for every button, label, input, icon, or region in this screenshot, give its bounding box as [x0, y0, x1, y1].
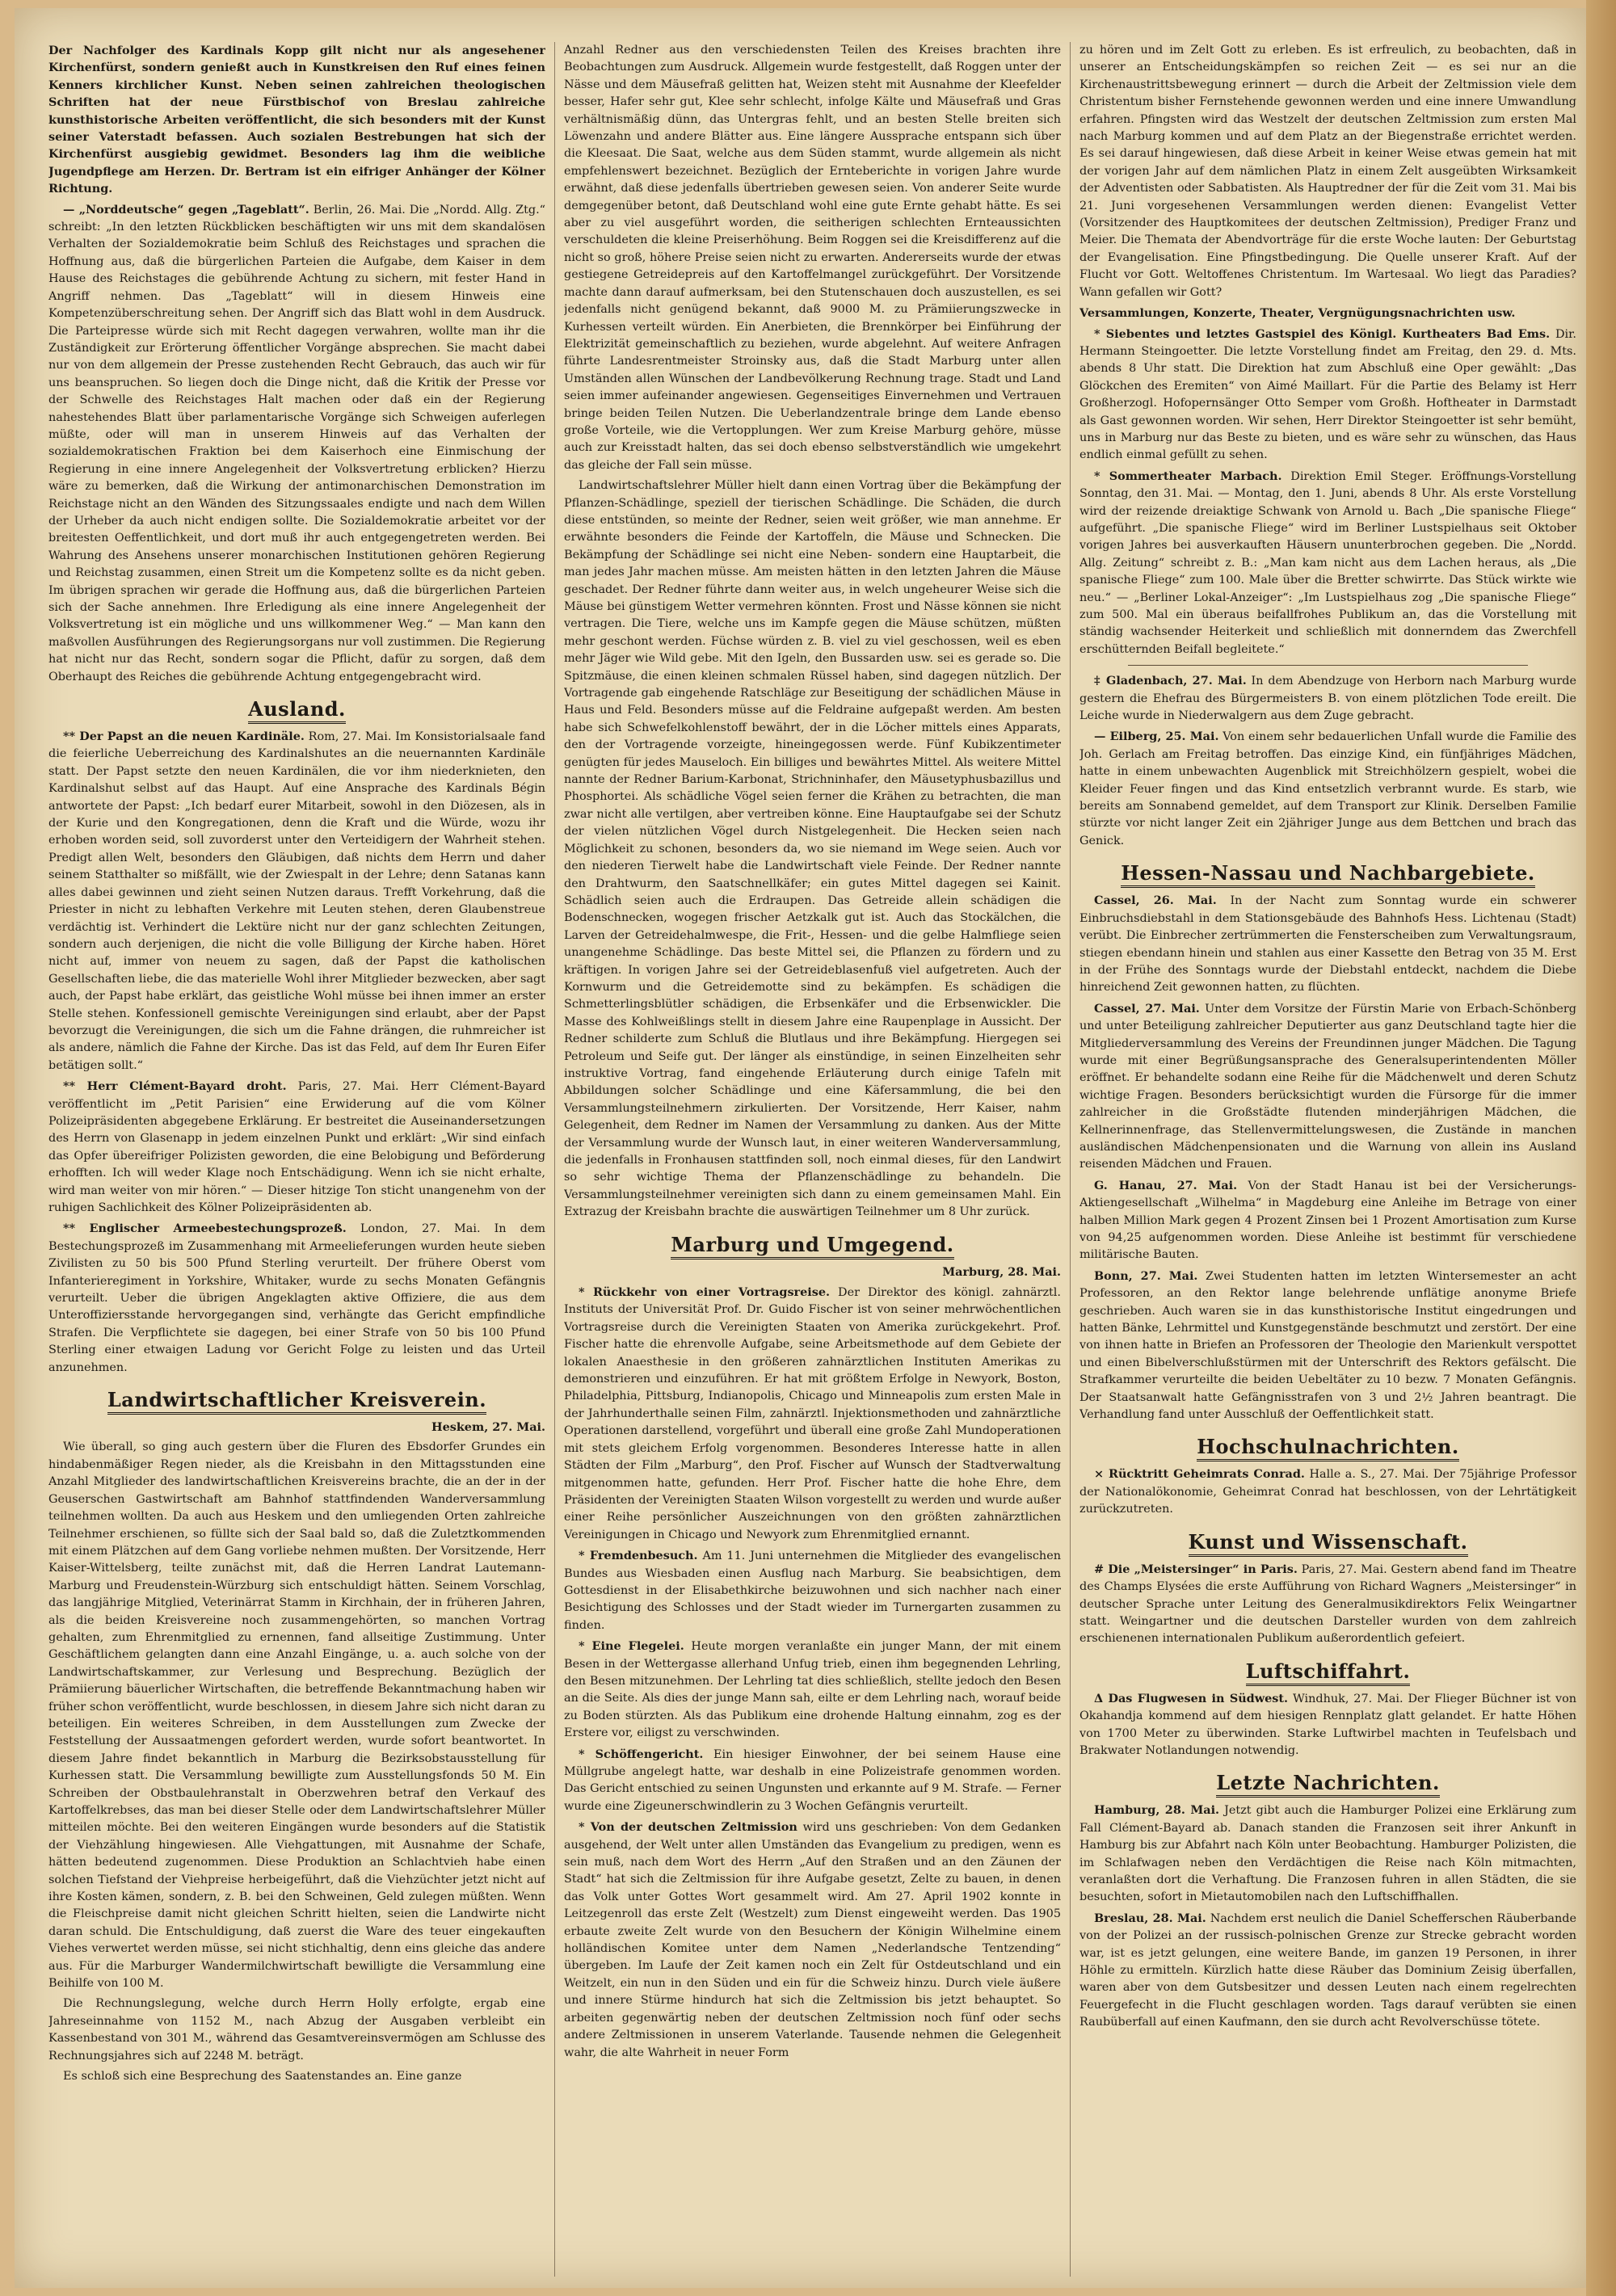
article-body: Windhuk, 27. Mai. Der Flieger Büchner ist von Okahandja kommend auf dem hiesigen Rennplatz glatt gelandet. Er hatte Höhen von 1700 Meter zu überwinden. Starke Luftwirbel machten in Teufelsbach und Brakwater Notlandungen notwendig.: [1079, 1692, 1576, 1757]
section-heading-luftschiffahrt: Luftschiffahrt.: [1079, 1659, 1576, 1684]
article-lead: Cassel, 27. Mai.: [1094, 1001, 1200, 1016]
article-lead: * Rückkehr von einer Vortragsreise.: [579, 1285, 831, 1300]
article-paragraph: [48, 201, 545, 686]
article-body: wird uns geschrieben: Von dem Gedanken ausgehend, der Welt unter allen Umständen das Evangelium zu predigen, wenn es sein muß, nach dem Wort des Herrn „Auf den Straßen und an den Zäunen der Stadt“ hat sich die Zeltmission für ihre Aufgabe gesetzt, Zelte zu bauen, in denen das Volk unter Gottes Wort gesammelt wird. Am 27. April 1902 konnte in Leitzegenroll das erste Zelt (Westzelt) zum Dienst eingeweiht werden. Das 1905 erbaute zweite Zelt wurde von den Besuchern der Königin Wilhelmine einem holländischen Komitee unter dem Namen „Nederlandsche Tentzending“ übergeben. Im Laufe der Zeit kamen noch ein Zelt für Ostdeutschland und ein Weitzelt, ein nun in den Süden und ein für die Schweiz hinzu. Durch viele äußere und innere Stürme hindurch hat sich die Zeltmission bis jetzt behauptet. So arbeiten gegenwärtig neben der deutschen Zeltmission noch fünf oder sechs andere Zeltmissionen in unserem Vaterlande. Tausende nehmen die Gelegenheit wahr, die alte Wahrheit in neuer Form: [564, 1821, 1061, 2059]
article-body: In dem Abendzuge von Herborn nach Marburg wurde gestern die Ehefrau des Bürgermeisters B. von einem plötzlichen Tode ereilt. Die Leiche wurde in Niederwalgern aus dem Zuge gebracht.: [1079, 675, 1576, 723]
article-paragraph: [48, 1220, 545, 1377]
article-body: Jetzt gibt auch die Hamburger Polizei eine Erklärung zum Fall Clément-Bayard ab. Danach standen die Franzosen seit ihrer Ankunft in Hamburg bis zur Abfahrt nach Köln unter Beobachtung. Hamburger Polizisten, die im Schlafwagen neben den Verdächtigen die Reise nach Köln mitmachten, veranlaßten dort die Verhaftung. Die Franzosen fuhren in allen Städten, die sie besuchten, sofort in Mietautomobilen nach den Luftschiffhallen.: [1079, 1804, 1576, 1904]
article-lead: * Eine Flegelei.: [579, 1639, 684, 1654]
section-heading-hochschul: Hochschulnachrichten.: [1079, 1435, 1576, 1459]
section-heading-letzte: Letzte Nachrichten.: [1079, 1771, 1576, 1795]
article-body: Dir. Hermann Steingoetter. Die letzte Vorstellung findet am Freitag, den 29. d. Mts. abends 8 Uhr statt. Die Direktion hat zum Abschluß eine Oper gewählt: „Das Glöckchen des Eremiten“ von Aimé Maillart. Für die Partie des Belamy ist Herr Großherzogl. Hofopernsänger Otto Semper vom Großh. Hoftheater in Darmstadt als Gast gewonnen worden. Wir sehen, Herr Direktor Steingoetter ist sehr bemüht, uns in Marburg nur das Beste zu bieten, und es wäre sehr zu wünschen, das Haus endlich einmal gefüllt zu sehen.: [1079, 327, 1576, 462]
article-body: Rom, 27. Mai. Im Konsistorialsaale fand die feierliche Ueberreichung des Kardinalshutes an die neuernannten Kardinäle statt. Der Papst setzte den neuen Kardinälen, die vor ihm niederknieten, den Kardinalshut selbst auf das Haupt. Auf eine Ansprache des Kardinals Bégin antwortete der Papst: „Ich bedarf eurer Mitarbeit, sowohl in den Diözesen, als in der Kurie und den Kongregationen, denn die Kraft und die Würde, wozu ihr erhoben worden seid, soll zuvorderst unter den Verteidigern der Wahrheit stehen. Predigt allen Welt, besonders den Gläubigen, daß nichts dem Herrn und daher seinem Statthalter so mißfällt, wie der Zwiespalt in der Lehre; denn Satanas kann alles dabei gewinnen und zieht seinen Nutzen daraus. Trefft Vorkehrung, daß die Priester in nicht zu lebhaften Verkehre mit Leuten stehen, deren Glaubenstreue verdächtig ist. Verhindert die Lektüre nicht nur der ganz schlechten Zeitungen, sondern auch derjenigen, die nicht die volle Billigung der Kirche haben. Höret nicht auf, immer von neuem zu sagen, daß der Papst die katholischen Gesellschaften liebe, die das materielle Wohl ihrer Mitglieder bezwecken, aber sagt auch, der Papst habe erklärt, das geistliche Wohl müsse bei ihnen immer an erster Stelle stehen. Konfessionell gemischte Vereinigungen sind erlaubt, aber der Papst bevorzugt die Vereinigungen, die sich um die Fahne drängen, die ruhmreicher ist als andere, nämlich die Fahne der Kirche. Das ist das Feld, auf dem Ihr Euren Eifer betätigen sollt.“: [48, 730, 545, 1072]
article-paragraph: Der Nachfolger des Kardinals Kopp gilt nicht nur als angesehener Kirchenfürst, sondern genießt auch in Kunstkreisen den Ruf eines feinen Kenners kirchlicher Kunst. Neben seinen zahlreichen theologischen Schriften hat der neue Fürstbischof von Breslau zahlreiche kunsthistorische Arbeiten veröffentlicht, die sich besonders mit der Kunst seiner Vaterstadt befassen. Auch sozialen Bestrebungen hat sich der Kirchenfürst ausgiebig gewidmet. Besonders lag ihm die weibliche Jugendpflege am Herzen. Dr. Bertram ist ein eifriger Anhänger der Kölner Richtung.: [48, 44, 545, 196]
section-heading-kreisverein: Landwirtschaftlicher Kreisverein.: [48, 1388, 545, 1412]
article-body: London, 27. Mai. In dem Bestechungsprozeß im Zusammenhang mit Armeelieferungen wurden heute sieben Zivilisten zu 50 bis 500 Pfund Sterling verurteilt. Der frühere Oberst vom Infanterieregiment in Yorkshire, Whitaker, wurde zu sechs Monaten Gefängnis verurteilt. Ueber die übrigen Angeklagten aktive Offiziere, die aus dem Unteroffiziersstande hervorgegangen sind, verhängte das Gericht empfindliche Strafen. Die Verpflichtete sie dagegen, bei einer Strafe von 50 bis 100 Pfund Sterling einer etwaigen Ladung vor Gericht Folge zu leisten und das Urteil anzunehmen.: [48, 1222, 545, 1374]
column-2: [564, 42, 1061, 2277]
article-lead: Δ Das Flugwesen in Südwest.: [1094, 1691, 1289, 1705]
article-lead: ** Englischer Armeebestechungsprozeß.: [63, 1222, 347, 1236]
article-lead: — Eilberg, 25. Mai.: [1094, 730, 1219, 744]
article-paragraph: [1079, 326, 1576, 465]
article-body: Direktion Emil Steger. Eröffnungs-Vorstellung Sonntag, den 31. Mai. — Montag, den 1. Juni, abends 8 Uhr. Als erste Vorstellung wird der reizende dreiaktige Schwank von Arnold u. Bach „Die spanische Fliege“ aufgeführt. „Die spanische Fliege“ wird im Berliner Lustspielhaus seit Oktober vorigen Jahres bei ausverkauften Häusern ununterbrochen gegeben. Die „Nordd. Allg. Zeitung“ schreibt z. B.: „Man kam nicht aus dem Lachen heraus, als „Die spanische Fliege“ zum 100. Male über die Bretter schwirrte. Das Stück wirkte wie neu.“ — „Berliner Lokal-Anzeiger“: „Im Lustspielhaus zog „Die spanische Fliege“ zum 500. Mal ein überaus beifallfrohes Publikum an, das die Vorstellung mit ständig wachsender Heiterkeit und schließlich mit donnerndem das Zwerchfell erschütternden Beifall begleitete.“: [1079, 469, 1576, 656]
page-edge: [1586, 0, 1616, 2296]
article-body: Unter dem Vorsitze der Fürstin Marie von Erbach-Schönberg und unter Beteiligung zahlreicher Deputierter aus ganz Deutschland tagte hier die Mitgliederversammlung des Vereins der Freundinnen junger Mädchen. Die Tagung wurde mit einer Begrüßungsansprache des Generalsuperintendenten Möller eröffnet. Er behandelte sodann eine Reihe für die Mädchenwelt und deren Schutz wichtige Fragen. Besonders berücksichtigt wurden die Fürsorge für die immer zahlreicher in die Großstädte flutenden minderjährigen Mädchen, die Kellnerinnenfrage, das Stellenvermittelungswesen, die Zustände in manchen ausländischen Mädchenpensionaten und die Warnung von allein ins Ausland reisenden Mädchen und Frauen.: [1079, 1002, 1576, 1171]
article-paragraph: [1079, 672, 1576, 725]
article-body: In der Nacht zum Sonntag wurde ein schwerer Einbruchsdiebstahl in dem Stationsgebäude des Bahnhofs Hess. Lichtenau (Stadt) verübt. Die Einbrecher zertrümmerten die Fensterscheiben zum Verwaltungsraum, stiegen ebendann hinein und stahlen aus einer Kassette den Betrag von 35 M. Erst in der Frühe des Sonntags wurde der Diebstahl entdeckt, nachdem die Diebe hinreichend Zeit gewonnen hatten, zu flüchten.: [1079, 894, 1576, 995]
article-lead: ** Herr Clément-Bayard droht.: [63, 1079, 287, 1094]
article-paragraph: Es schloß sich eine Besprechung des Saatenstandes an. Eine ganze: [63, 2070, 462, 2084]
article-body: Paris, 27. Mai. Gestern abend fand im Theatre des Champs Elysées die erste Aufführung von Richard Wagners „Meistersinger“ in deutscher Sprache unter Leitung des Generalmusikdirektors Felix Weingartner statt. Weingartner und die deutschen Darsteller wurden von dem zahlreich erschienenen internationalen Publikum außerordentlich gefeiert.: [1079, 1562, 1576, 1646]
article-paragraph: [564, 1284, 1061, 1544]
article-paragraph: [1079, 468, 1576, 658]
section-heading-marburg: Marburg und Umgegend.: [564, 1233, 1061, 1257]
article-paragraph: [564, 1819, 1061, 2062]
article-body: Ein hiesiger Einwohner, der bei seinem Hause eine Müllgrube angelegt hatte, war deshalb in eine Polizeistrafe genommen worden. Das Gericht entschied zu seinen Ungunsten und erkannte auf 9 M. Strafe. — Ferner wurde eine Zigeunerschwindlerin zu 3 Wochen Gefängnis verurteilt.: [564, 1747, 1061, 1813]
dateline: Marburg, 28. Mai.: [942, 1264, 1061, 1279]
article-paragraph: Anzahl Redner aus den verschiedensten Teilen des Kreises brachten ihre Beobachtungen zum Ausdruck. Allgemein wurde festgestellt, daß Roggen unter der Nässe und dem Mäusefraß gelitten hat, Weizen steht mit Ausnahme der Kleefelder besser, Hafer sehr gut, Klee sehr schlecht, infolge Kälte und Mäusefraß und Gras verhältnismäßig dünn, das Untergras fehlt, und an besten Stelle breiten sich Löwenzahn und andere Blätter aus. Eine längere Aussprache entspann sich über die Kleesaat. Die Saat, welche aus dem Süden stammt, wurde allgemein als nicht empfehlenswert bezeichnet. Bezüglich der Ernteberichte in vorigen Jahre wurde erwähnt, daß diese jedenfalls übertrieben gewesen seien. Von anderer Seite wurde demgegenüber betont, daß Deutschland wohl eine gute Ernte gehabt hätte. Es sei aber zu viel ausgeführt worden, die seitherigen schlechten Ernteaussichten verschuldeten die kleine Preiserhöhung. Beim Roggen sei die Kreisdifferenz auf die nicht so groß, höhere Preise seien nicht zu erwarten. Andererseits wurde der etwas gestiegene Getreidepreis auf den Kartoffelmangel zurückgeführt. Der Vorsitzende machte dann darauf aufmerksam, bei den Stutenschauen doch auszustellen, es sei jedenfalls nicht genügend bekannt, daß 9000 M. zu Prämiierungszwecke in Kurhessen verteilt würden. Ein Anerbieten, die Brennkörper bei Einführung der Elektrizität gemeinschaftlich zu beziehen, wurde abgelehnt. Auf weitere Anfragen führte Landesrentmeister Stroinsky aus, daß die Stadt Marburg unter allen Umständen allen Wünschen der Landbevölkerung Rechnung trage. Stadt und Land seien immer aufeinander angewiesen. Gegenseitiges Einvernehmen und Vertrauen bringe beiden Teilen Nutzen. Die Ueberlandzentrale bringe dem Lande ebenso große Vorteile, wie die Vertopplungen. Wer zum Kreise Marburg gehöre, müsse auch zur Kreisstadt halten, das sei doch ebenso selbstverständlich wie umgekehrt das gleiche der Fall sein müsse.: [564, 44, 1061, 472]
article-lead: # Die „Meistersinger“ in Paris.: [1094, 1562, 1298, 1576]
article-paragraph: [48, 728, 545, 1074]
column-rule: [1070, 42, 1071, 2277]
article-paragraph: [1079, 892, 1576, 996]
article-lead: Bonn, 27. Mai.: [1094, 1268, 1198, 1283]
article-body: Paris, 27. Mai. Herr Clément-Bayard veröffentlicht im „Petit Parisien“ eine Erwiderung auf die vom Kölner Polizeipräsidenten abgegebene Erklärung. Er bestreitet die Auseinandersetzungen des Herrn von Glasenapp in jedem einzelnen Punkt und erklärt: „Wir sind einfach das Opfer übereifriger Polizisten geworden, die eine Belobigung und Beförderung erhofften. Ich will weder Klage noch Entschädigung. Wenn ich sie nicht erhalte, wird man weiter von mir hören.“ — Dieser hitzige Ton sticht unangenehm von der ruhigen Sachlichkeit des Kölner Polizeipräsidenten ab.: [48, 1080, 545, 1214]
dateline: Heskem, 27. Mai.: [431, 1420, 545, 1435]
separator: [1128, 665, 1528, 666]
article-paragraph: Wie überall, so ging auch gestern über die Fluren des Ebsdorfer Grundes ein hindabenmäßiger Regen nieder, als die Kreisbahn in den Mittagsstunden eine Anzahl Mitglieder des landwirtschaftlichen Kreisvereins brachte, die an der in der Geuserschen Gastwirtschaft am Bahnhof stattfindenden Wanderversammlung teilnehmen wollten. Da auch aus Heskem und den umliegenden Orten zahlreiche Teilnehmer erschienen, so füllte sich der Saal bald so, daß die Zuletztkommenden mit einem Plätzchen auf dem Gang vorliebe nehmen mußten. Der Vorsitzende, Herr Kaiser-Wittelsberg, teilte zunächst mit, daß die Herren Landrat Lautemann-Marburg und Freudenstein-Würzburg sich entschuldigt hätten. Seinem Vorschlag, das langjährige Mitglied, Veterinärrat Stamm in Kirchhain, der in früheren Jahren, als die beiden Kreisvereine noch zusammengehörten, so manchen Vortrag gehalten, zum Ehrenmitglied zu ernennen, fand allseitige Zustimmung. Unter Geschäftlichem gelangten dann eine Anzahl Eingänge, u. a. auch solche von der Landwirtschaftskammer, zur Verlesung und Besprechung. Bezüglich der Prämiierung bäuerlicher Wirtschaften, die betreffende Bekanntmachung haben wir früher schon veröffentlicht, wurde beschlossen, in diesem Jahre sich nicht daran zu beteiligen. Ein weiteres Schreiben, in dem Ausstellungen zum Zwecke der Feststellung der Aussaatmengen gefordert werden, wurde sofort beantwortet. In diesem Jahre findet bekanntlich in Marburg die Bezirksobstausstellung für Kurhessen statt. Die Versammlung bewilligte zum Ausstellungsfonds 50 M. Ein Schreiben der Obstbaulehranstalt in Oberzwehren betraf den Verkauf des Kartoffelkrebses, das man bei dieser Stelle oder dem Landwirtschaftslehrer Müller mitteilen möchte. Bei den weiteren Eingängen wurde besonders auf die Statistik der Viehzählung hingewiesen. Alle Viehgattungen, mit Ausnahme der Schafe, hätten bedeutend zugenommen. Diese Produktion an Schlachtvieh habe einen solchen Tiefstand der Viehpreise herbeigeführt, daß die Viehzüchter jetzt nicht auf ihre Kosten kämen, sondern, z. B. bei den Schweinen, Geld zulegen müßten. Wenn die Fleischpreise damit nicht gleichen Schritt hielten, seien die Landwirte nicht daran schuld. Die Entschuldigung, daß zuerst die Ware des teuer eingekauften Viehes verwertet werden müsse, sei nicht stichhaltig, denn eins gleiche das andere aus. Für die Marburger Wandermilchwirtschaft bewilligte die Versammlung eine Beihilfe von 100 M.: [48, 1440, 545, 1991]
article-lead: * Schöffengericht.: [579, 1747, 704, 1761]
article-lead: ** Der Papst an die neuen Kardinäle.: [63, 730, 305, 744]
article-paragraph: zu hören und im Zelt Gott zu erleben. Es ist erfreulich, zu beobachten, daß in unserer an Entscheidungskämpfen so reichen Zeit — es sei nur an die Kirchenaustrittsbewegung erinnert — durch die Arbeit der Zeltmission viele dem Christentum bisher Fernstehende gewonnen werden und eine innere Umwandlung erfahren. Pfingsten wird das Westzelt der deutschen Zeltmission zum ersten Mal nach Marburg kommen und auf dem Platz an der Biegenstraße errichtet werden. Es sei darauf hingewiesen, daß diese Arbeit in keiner Weise etwas gemein hat mit der vorigen Jahr auf dem nämlichen Platz in einem Zelt ausgeübten Wirksamkeit der Adventisten oder Sabbatisten. Als Hauptredner der für die Zeit vom 31. Mai bis 21. Juni vorgesehenen Versammlungen werden dienen: Evangelist Vetter (Vorsitzender des Hauptkomitees der deutschen Zeltmission), Prediger Franz und Meier. Die Themata der Abendvorträge für die erste Woche lauten: Der Geburtstag der Evangelisation. Eine Pfingstbedingung. Die Quelle unserer Kraft. Auf der Flucht vor Gott. Weltoffenes Christentum. Im Wartesaal. Wo liegt das Paradies? Wann gefallen wir Gott?: [1079, 44, 1576, 299]
article-lead: * Von der deutschen Zeltmission: [579, 1820, 797, 1835]
section-heading-ausland: Ausland.: [48, 697, 545, 721]
article-lead: G. Hanau, 27. Mai.: [1094, 1178, 1238, 1192]
article-lead: ‡ Gladenbach, 27. Mai.: [1094, 674, 1247, 688]
article-body: Berlin, 26. Mai. Die „Nordd. Allg. Ztg.“ schreibt: „In den letzten Rückblicken beschäftigten wir uns mit dem skandalösen Verhalten der Sozialdemokratie beim Schluß des Reichstages und sprachen die Hoffnung aus, daß die bürgerlichen Parteien die Aufgabe, dem Kaiser in dem Hause des Reichstages die gebührende Achtung zu sichern, mit fester Hand in Angriff nehmen. Das „Tageblatt“ will in diesem Hinweis eine Kompetenzüberschreitung sehen. Der Angriff sich das Blatt wohl in dem Ausdruck. Die Parteipresse würde sich mit Recht dagegen verwahren, wollte man ihr die Zuständigkeit zur Erörterung öffentlicher Vorgänge absprechen. Sie macht dabei nur von dem allgemein der Presse zustehenden Recht Gebrauch, das auch wir für uns beanspruchen. So liegen doch die Dinge nicht, daß die Kritik der Presse vor der Schwelle des Reichstages Halt machen oder daß ein der Regierung nahestehendes Blatt über parlamentarische Vorgänge sich Schweigen auferlegen müßte, oder will man in unserem Hinweis auf das Verhalten der sozialdemokratischen Fraktion bei dem Kaiserhoch eine Einmischung der Regierung in eine innere Angelegenheit der Volksvertretung erblicken? Hierzu wäre zu bemerken, daß die Wirkung der antimonarchischen Demonstration im Reichstage nicht an den Wänden des Sitzungssaales endigte und nach dem Willen der Urheber da auch nicht endigen sollte. Die Sozialdemokratie arbeitet vor der breitesten Oeffentlichkeit, und dort muß ihr auch entgegengetreten werden. Bei Wahrung des Ansehens unserer monarchischen Institutionen gehören Regierung und Reichstag zusammen, einen Streit um die Kompetenz sollte es da nicht geben. Im übrigen sprachen wir gerade die Hoffnung aus, daß die bürgerlichen Parteien sich der Sache annehmen. Ihre Erledigung als eine innere Angelegenheit der Volksvertretung ist ein mögliche und uns willkommener Weg.“ — Man kann den maßvollen Ausführungen des Regierungsorgans nur voll zustimmen. Die Regierung hat nicht nur das Recht, sondern sogar die Pflicht, dafür zu sorgen, daß dem Oberhaupt des Reiches die gebührende Achtung entgegengebracht wird.: [48, 203, 545, 683]
section-heading-kunst: Kunst und Wissenschaft.: [1079, 1530, 1576, 1554]
section-subheading: Versammlungen, Konzerte, Theater, Vergnügungsnachrichten usw.: [1079, 306, 1516, 321]
newspaper-page: [15, 8, 1586, 2288]
article-lead: * Siebentes und letztes Gastspiel des Königl. Kurtheaters Bad Ems.: [1094, 326, 1551, 341]
article-paragraph: [1079, 1177, 1576, 1264]
article-body: Am 11. Juni unternehmen die Mitglieder des evangelischen Bundes aus Wiesbaden einen Ausflug nach Marburg. Sie beabsichtigen, dem Gottesdienst in der Elisabethkirche beizuwohnen und sich nachher nach einer Besichtigung des Schlosses und der Stadt wieder im Turnergarten zusammen zu finden.: [564, 1550, 1061, 1632]
article-lead: Hamburg, 28. Mai.: [1094, 1803, 1220, 1818]
article-paragraph: [48, 1078, 545, 1217]
article-lead: Cassel, 26. Mai.: [1094, 894, 1217, 908]
article-paragraph: [564, 1638, 1061, 1742]
section-heading-hessen: Hessen-Nassau und Nachbargebiete.: [1079, 861, 1576, 885]
article-paragraph: [1079, 728, 1576, 850]
article-paragraph: [1079, 1268, 1576, 1424]
article-body: Von einem sehr bedauerlichen Unfall wurde die Familie des Joh. Gerlach am Freitag betroffen. Das einzige Kind, ein fünfjähriges Mädchen, hatte in einem unbewachten Augenblick mit Streichhölzern gespielt, wobei die Kleider Feuer fingen und das Kind entsetzlich verbrannt wurde. Es starb, wie bereits am Sonnabend gemeldet, auf dem Transport zur Klinik. Derselben Familie stürzte vor nicht langer Zeit ein 2jähriger Junge aus dem Bettchen und brach das Genick.: [1079, 730, 1576, 847]
article-body: Halle a. S., 27. Mai. Der 75jährige Professor der Nationalökonomie, Geheimrat Conrad hat beschlossen, von der Lehrtätigkeit zurückzutreten.: [1079, 1468, 1576, 1516]
article-paragraph: [1079, 1465, 1576, 1518]
article-body: Der Direktor des königl. zahnärztl. Instituts der Universität Prof. Dr. Guido Fischer ist von seiner mehrwöchentlichen Vortragsreise durch die Vereinigten Staaten von Amerika zurückgekehrt. Prof. Fischer hatte die ehrenvolle Aufgabe, seine Arbeitsmethode auf dem Gebiete der lokalen Anaesthesie in den größeren zahnärztlichen Instituten Amerikas zu demonstrieren und einzuführen. Er hat mit größtem Erfolge in Newyork, Boston, Philadelphia, Pittsburg, Indianopolis, Chicago und Minneapolis zum ersten Male in der Jahrhunderthalle seinen Film, zahnärztl. Injektionsmethoden und zahnärztliche Operationen darstellend, vorgeführt und überall eine große Zahl Mundoperationen mit stets gleichem Erfolg vorgenommen. Besonderes Interesse hatte in allen Städten der Film „Marburg“, den Prof. Fischer auf Wunsch der Stadtverwaltung mitgenommen hatte, gefunden. Herr Prof. Fischer hatte die hohe Ehre, dem Präsidenten der Vereinigten Staaten Wilson vorgestellt zu werden und wurde außer einer Reihe persönlicher Auszeichnungen von den größten zahnärztlichen Vereinigungen in Chicago und Newyork zum Ehrenmitglied ernannt.: [564, 1286, 1061, 1541]
article-lead: × Rücktritt Geheimrats Conrad.: [1094, 1467, 1305, 1482]
article-body: Von der Stadt Hanau ist bei der Versicherungs-Aktiengesellschaft „Wilhelma“ in Magdeburg eine Anleihe im Betrage von einer halben Million Mark gegen 4 Prozent Zinsen bei 1 Prozent Amortisation zum Kurse von 94,25 aufgenommen worden. Diese Anleihe ist bestimmt für verschiedene militärische Bauten.: [1079, 1179, 1576, 1262]
article-body: Heute morgen veranlaßte ein junger Mann, der mit einem Besen in der Wettergasse allerhand Unfug trieb, einen ihm begegnenden Lehrling, den Besen mitzunehmen. Der Lehrling tat dies schließlich, stellte jedoch den Besen an die Seite. Als dies der junge Mann sah, eilte er dem Lehrling nach, worauf beide zu Boden stürzten. Als das Publikum eine drohende Haltung einnahm, zog es der Erstere vor, eiligst zu verschwinden.: [564, 1640, 1061, 1740]
article-body: Nachdem erst neulich die Daniel Schefferschen Räuberbande von der Polizei an der russisch-polnischen Grenze zur Strecke gebracht worden war, ist es jetzt gelungen, eine weitere Bande, im ganzen 19 Personen, in ihrer Höhle zu ermitteln. Kürzlich hatte diese Räuber das Dominium Zeisig überfallen, waren aber von dem Gutsbesitzer und dessen Leuten nach einem regelrechten Feuergefecht in die Flucht geschlagen worden. Tags darauf verübten sie einen Raubüberfall auf einen Kaufmann, den sie durch acht Revolverschüsse tötete.: [1079, 1911, 1576, 2029]
article-body: Zwei Studenten hatten im letzten Wintersemester an acht Professoren, an den Rektor lange belehrende unflätige anonyme Briefe geschrieben. Auch waren sie in das kunsthistorische Institut eingedrungen und hatten Bänke, Lehrmittel und Kunstgegenstände beschmutzt und zerstört. Der eine von ihnen hatte in Briefen an Professoren der Theologie den Marienkult verspottet und einen Bibelverschlußstürmen mit der Unterschrift des Rektors gefälscht. Die Strafkammer verurteilte die beiden Uebeltäter zu 10 bezw. 7 Monaten Gefängnis. Der Staatsanwalt hatte Gefängnisstrafen von 3 und 2½ Jahren beantragt. Die Verhandlung fand unter Ausschluß der Oeffentlichkeit statt.: [1079, 1269, 1576, 1422]
article-paragraph: [1079, 1802, 1576, 1906]
column-1: [48, 42, 545, 2277]
article-paragraph: Landwirtschaftslehrer Müller hielt dann einen Vortrag über die Bekämpfung der Pflanzen-Schädlinge, speziell der tierischen Schädlinge. Die Schäden, die durch diese entstünden, so meinte der Redner, seien weit größer, wie man annehme. Er erwähnte besonders die Feinde der Kartoffeln, die Mäuse und Schnecken. Die Bekämpfung der Schädlinge sei nicht eine Neben- sondern eine Hauptarbeit, die man jedes Jahr machen müsse. Am meisten hätten in den letzten Jahren die Mäuse geschadet. Der Redner führte dann weiter aus, in welch ungeheurer Weise sich die Mäuse bei günstigem Wetter vermehren könnten. Frost und Nässe können sie nicht vertragen. Die Tiere, welche uns im Kampfe gegen die Mäuse schützen, müßten mehr geschont werden. Füchse würden z. B. viel zu viel geschossen, weil es eben mehr Jäger wie Wild gebe. Mit den Igeln, den Bussarden usw. sei es gerade so. Die Spitzmäuse, die einen kleinen schmalen Rüssel haben, sind dagegen nützlich. Der Vortragende gab eingehende Ratschläge zur Beseitigung der schädlichen Mäuse in Haus und Feld. Besonders müsse auf die Feldraine aufgepaßt werden. Am besten habe sich Schwefelkohlenstoff bewährt, der in die Löcher mittels eines Apparats, den der Vortragende vorzeigte, hineingegossen werde. Fünf Kubikzentimeter genügten für jedes Mauseloch. Ein billiges und bewährtes Mittel. Als weitere Mittel nannte der Redner Barium-Karbonat, Strichninhafer, den Mäusetyphusbazillus und Phosphortei. Als schädliche Vögel seien ferner die Krähen zu betrachten, die man zwar nicht alle vertilgen, aber vertreiben könne. Eine Hauptaufgabe sei der Schutz der vielen nützlichen Vögel durch Nistgelegenheit. Die Hecken seien nach Möglichkeit zu schonen, besonders da, wo sie niemand im Wege seien. Auch vor den niederen Tierwelt habe die Landwirtschaft viele Feinde. Der Redner nannte den Drahtwurm, den Saatschnellkäfer; ein gutes Mittel dagegen sei Kainit. Schädlich seien auch die Erdraupen. Das Getreide allein schädigen die Bodenschnecken, wogegen frischer Aetzkalk gut ist. Auch das Stockälchen, die Larven der Getreidehalmwespe, die Frit-, Hessen- und die gelbe Halmfliege seien unangenehme Schädlinge. Das beste Mittel sei, die Pflanzen zu fördern und zu kräftigen. In vorigen Jahre sei der Getreideblasenfuß viel aufgetreten. Auch der Kornwurm und die Getreidemotte sind zu bekämpfen. Es schädigen die Schmetterlingsblütler schädigen, die Erbsenkäfer und die Erbsenwickler. Die Masse des Kohlweißlings stellt in diesem Jahre eine Raupenplage in Aussicht. Der Redner schilderte zum Schluß die Blutlaus und ihre Bekämpfung. Hiergegen sei Petroleum und Seife gut. Der länger als einstündige, in seinen Einzelheiten sehr instruktive Vortrag, fand eingehende Erläuterung durch einige Tafeln mit Abbildungen solcher Schädlinge und eine Käfersammlung, die bei den Versammlungsteilnehmern zirkulierten. Der Vorsitzende, Herr Kaiser, nahm Gelegenheit, dem Redner im Namen der Versammlung zu danken. Aus der Mitte der Versammlung wurde der Wunsch laut, in einer weiteren Wanderversammlung, die jedenfalls in Fronhausen stattfinden soll, noch einmal dieses, für den Landwirt so sehr wichtige Thema der Pflanzenschädlinge zu behandeln. Die Versammlungsteilnehmer vereinigten sich dann zu einem gemeinsamen Mahl. Ein Extrazug der Kreisbahn brachte die auswärtigen Teilnehmer um 8 Uhr zurück.: [564, 479, 1061, 1219]
column-3: [1079, 42, 1576, 2277]
article-paragraph: [564, 1547, 1061, 1634]
article-lead: — „Norddeutsche“ gegen „Tageblatt“.: [63, 202, 309, 217]
article-paragraph: Die Rechnungslegung, welche durch Herrn Holly erfolgte, ergab eine Jahreseinnahme von 1152 M., nach Abzug der Ausgaben verbleibt ein Kassenbestand von 301 M., während das Gesamtvereinsvermögen am Schlusse des Rechnungsjahres sich auf 2248 M. beträgt.: [48, 1997, 545, 2063]
article-lead: * Sommertheater Marbach.: [1094, 469, 1282, 483]
article-paragraph: [564, 1746, 1061, 1816]
article-lead: * Fremdenbesuch.: [579, 1549, 698, 1563]
column-rule: [554, 42, 555, 2277]
article-paragraph: [1079, 1561, 1576, 1648]
article-lead: Breslau, 28. Mai.: [1094, 1911, 1206, 1925]
article-paragraph: [1079, 1910, 1576, 2032]
article-paragraph: [1079, 1000, 1576, 1174]
article-paragraph: [1079, 1690, 1576, 1760]
